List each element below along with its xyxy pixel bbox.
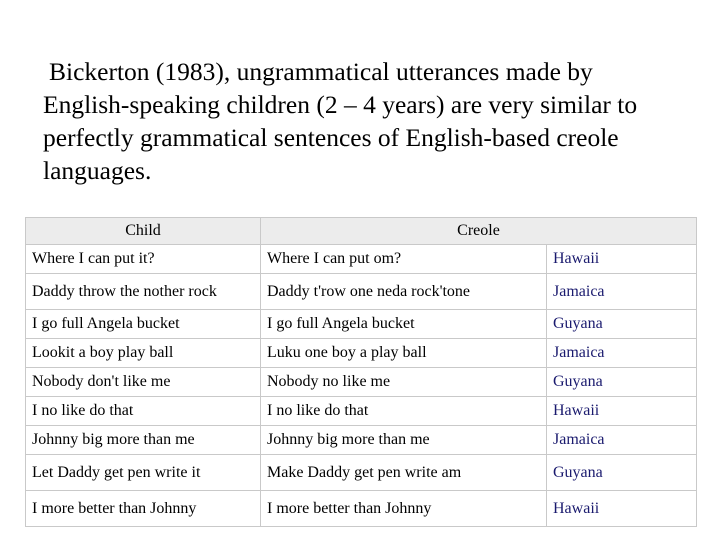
intro-text <box>43 55 708 187</box>
creole-sentence: Nobody no like me <box>261 368 547 397</box>
header-child: Child <box>26 218 261 245</box>
child-utterance: Johnny big more than me <box>26 426 261 455</box>
creole-region: Guyana <box>547 310 697 339</box>
creole-sentence: Where I can put om? <box>261 245 547 274</box>
child-creole-table <box>25 217 697 527</box>
table-row <box>26 245 697 274</box>
table-row <box>26 491 697 527</box>
intro-line: English-speaking children (2 – 4 years) are very similar to <box>43 90 638 119</box>
child-utterance: Nobody don't like me <box>26 368 261 397</box>
creole-region: Jamaica <box>547 274 697 310</box>
table-header-row <box>26 218 697 245</box>
table-row <box>26 368 697 397</box>
table-row <box>26 339 697 368</box>
child-utterance: Lookit a boy play ball <box>26 339 261 368</box>
creole-sentence: Make Daddy get pen write am <box>261 455 547 491</box>
header-creole: Creole <box>261 218 697 245</box>
child-utterance: I go full Angela bucket <box>26 310 261 339</box>
intro-line: perfectly grammatical sentences of English-based creole <box>43 123 619 152</box>
intro-line: languages. <box>43 156 152 185</box>
child-utterance: I more better than Johnny <box>26 491 261 527</box>
creole-region: Hawaii <box>547 245 697 274</box>
creole-sentence: Luku one boy a play ball <box>261 339 547 368</box>
child-utterance: Let Daddy get pen write it <box>26 455 261 491</box>
creole-region: Jamaica <box>547 426 697 455</box>
creole-region: Hawaii <box>547 397 697 426</box>
creole-region: Hawaii <box>547 491 697 527</box>
child-utterance: Where I can put it? <box>26 245 261 274</box>
table-row <box>26 455 697 491</box>
table-row <box>26 310 697 339</box>
table-row <box>26 426 697 455</box>
creole-sentence: Johnny big more than me <box>261 426 547 455</box>
table-row <box>26 397 697 426</box>
creole-sentence: Daddy t'row one neda rock'tone <box>261 274 547 310</box>
table-row <box>26 274 697 310</box>
child-utterance: Daddy throw the nother rock <box>26 274 261 310</box>
creole-sentence: I more better than Johnny <box>261 491 547 527</box>
creole-region: Guyana <box>547 455 697 491</box>
creole-sentence: I go full Angela bucket <box>261 310 547 339</box>
creole-region: Guyana <box>547 368 697 397</box>
intro-line: Bickerton (1983), ungrammatical utterances made by <box>49 57 593 86</box>
creole-sentence: I no like do that <box>261 397 547 426</box>
child-utterance: I no like do that <box>26 397 261 426</box>
creole-region: Jamaica <box>547 339 697 368</box>
